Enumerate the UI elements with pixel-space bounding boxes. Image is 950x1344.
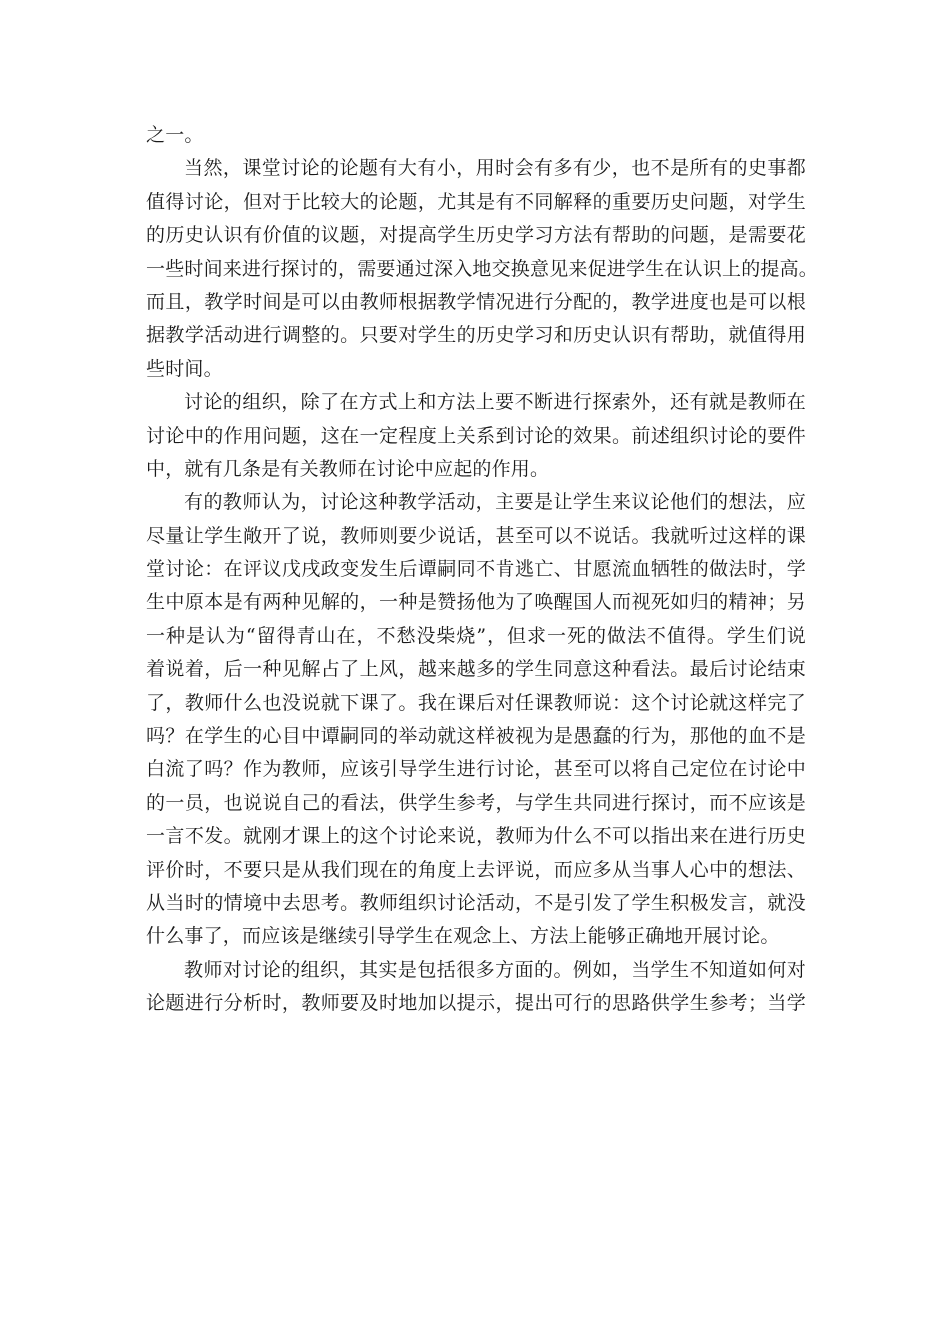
text-line: 当然，课堂讨论的论题有大有小，用时会有多有少，也不是所有的史事都 xyxy=(184,157,806,180)
text-line: 而且，教学时间是可以由教师根据教学情况进行分配的，教学进度也是可以根 xyxy=(146,290,806,313)
text-line: 评价时，不要只是从我们现在的角度上去评说，而应多从当事人心中的想法、 xyxy=(146,858,806,881)
text-line: 什么事了，而应该是继续引导学生在观念上、方法上能够正确地开展讨论。 xyxy=(146,925,780,948)
text-line: 有的教师认为，讨论这种教学活动，主要是让学生来议论他们的想法，应 xyxy=(184,491,806,514)
body-text xyxy=(146,119,819,1021)
text-line: 一种是认为“留得青山在，不愁没柴烧”，但求一死的做法不值得。学生们说 xyxy=(146,624,806,647)
text-line: 的一员，也说说自己的看法，供学生参考，与学生共同进行探讨，而不应该是 xyxy=(146,791,806,814)
text-line: 生中原本是有两种见解的，一种是赞扬他为了唤醒国人而视死如归的精神；另 xyxy=(146,591,806,614)
text-line: 值得讨论，但对于比较大的论题，尤其是有不同解释的重要历史问题，对学生 xyxy=(146,190,806,213)
text-line: 白流了吗？作为教师，应该引导学生进行讨论，甚至可以将自己定位在讨论中 xyxy=(146,758,806,781)
text-line: 着说着，后一种见解占了上风，越来越多的学生同意这种看法。最后讨论结束 xyxy=(146,658,806,681)
text-line: 的历史认识有价值的议题，对提高学生历史学习方法有帮助的问题，是需要花 xyxy=(146,224,806,247)
text-line: 从当时的情境中去思考。教师组织讨论活动，不是引发了学生积极发言，就没 xyxy=(146,891,806,914)
text-line: 一言不发。就刚才课上的这个讨论来说，教师为什么不可以指出来在进行历史 xyxy=(146,825,806,848)
text-line: 中，就有几条是有关教师在讨论中应起的作用。 xyxy=(146,457,550,480)
text-line: 据教学活动进行调整的。只要对学生的历史学习和历史认识有帮助，就值得用 xyxy=(146,324,806,347)
text-line: 教师对讨论的组织，其实是包括很多方面的。例如，当学生不知道如何对 xyxy=(184,958,806,981)
text-line: 一些时间来进行探讨的，需要通过深入地交换意见来促进学生在认识上的提高。 xyxy=(146,257,819,280)
text-line: 些时间。 xyxy=(146,357,223,380)
text-line: 讨论的组织，除了在方式上和方法上要不断进行探索外，还有就是教师在 xyxy=(184,391,806,414)
text-line: 尽量让学生敞开了说，教师则要少说话，甚至可以不说话。我就听过这样的课 xyxy=(146,524,806,547)
text-line: 之一。 xyxy=(146,124,204,146)
text-line: 堂讨论：在评议戊戌政变发生后谭嗣同不肯逃亡、甘愿流血牺牲的做法时，学 xyxy=(146,558,806,581)
text-line: 吗？在学生的心目中谭嗣同的举动就这样被视为是愚蠢的行为，那他的血不是 xyxy=(146,725,806,748)
text-line: 论题进行分析时，教师要及时地加以提示，提出可行的思路供学生参考；当学 xyxy=(146,992,806,1015)
text-line: 讨论中的作用问题，这在一定程度上关系到讨论的效果。前述组织讨论的要件 xyxy=(146,424,806,447)
text-line: 了，教师什么也没说就下课了。我在课后对任课教师说：这个讨论就这样完了 xyxy=(146,691,806,714)
